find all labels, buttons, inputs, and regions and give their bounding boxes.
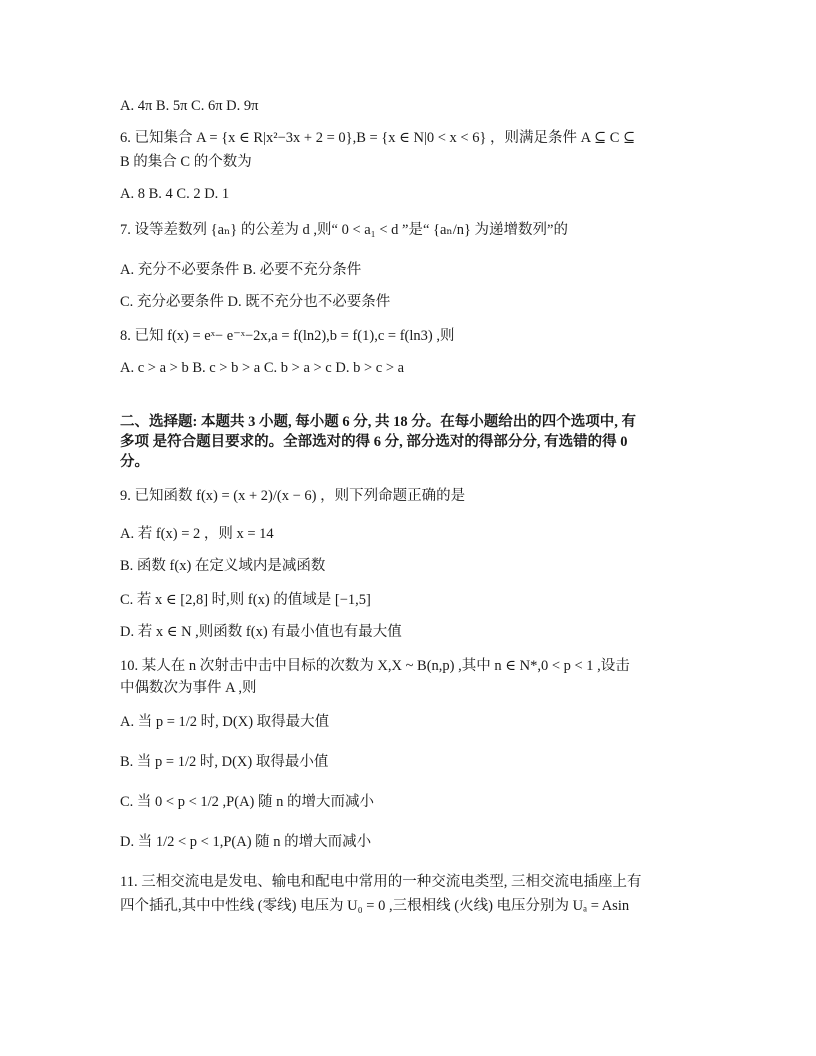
q10-option-d: D. 当 1/2 < p < 1,P(A) 随 n 的增大而减小 [120, 834, 372, 850]
q9-option-b: B. 函数 f(x) 在定义域内是减函数 [120, 558, 326, 574]
section-2-heading: 二、选择题: 本题共 3 小题, 每小题 6 分, 共 18 分。在每小题给出的四个选项中, 有 [120, 414, 636, 430]
q10-stem: 10. 某人在 n 次射击中击中目标的次数为 X,X ~ B(n,p) ,其中 n ∈ N*,0 < p < 1 ,设击 [120, 658, 630, 674]
q10-option-a: A. 当 p = 1/2 时, D(X) 取得最大值 [120, 714, 330, 730]
q7-stem: 7. 设等差数列 {aₙ} 的公差为 d ,则“ 0 < a₁ < d ”是“ {aₙ/n} 为递增数列”的 [120, 222, 568, 238]
q5-options: A. 4π B. 5π C. 6π D. 9π [120, 98, 259, 114]
q11-stem-cont: 四个插孔,其中中性线 (零线) 电压为 U₀ = 0 ,三根相线 (火线) 电压分别为 Uₐ = Asin [120, 898, 630, 914]
q10-option-c: C. 当 0 < p < 1/2 ,P(A) 随 n 的增大而减小 [120, 794, 374, 810]
q10-stem-cont: 中偶数次为事件 A ,则 [120, 680, 257, 696]
q6-stem-cont: B 的集合 C 的个数为 [120, 154, 252, 170]
q7-options-ab: A. 充分不必要条件 B. 必要不充分条件 [120, 262, 362, 278]
q9-stem: 9. 已知函数 f(x) = (x + 2)/(x − 6) ，则下列命题正确的是 [120, 488, 466, 504]
q8-stem: 8. 已知 f(x) = eˣ− e⁻ˣ−2x,a = f(ln2),b = f(1),c = f(ln3) ,则 [120, 328, 455, 344]
section-2-heading-end: 分。 [120, 454, 149, 470]
q6-options: A. 8 B. 4 C. 2 D. 1 [120, 186, 230, 202]
q6-stem: 6. 已知集合 A = {x ∈ R|x²−3x + 2 = 0},B = {x ∈ N|0 < x < 6} ，则满足条件 A ⊆ C ⊆ [120, 130, 636, 146]
q9-option-d: D. 若 x ∈ N ,则函数 f(x) 有最小值也有最大值 [120, 624, 402, 640]
q10-option-b: B. 当 p = 1/2 时, D(X) 取得最小值 [120, 754, 329, 770]
q9-option-a: A. 若 f(x) = 2 ，则 x = 14 [120, 526, 274, 542]
q11-stem: 11. 三相交流电是发电、输电和配电中常用的一种交流电类型, 三相交流电插座上有 [120, 874, 642, 890]
q7-options-cd: C. 充分必要条件 D. 既不充分也不必要条件 [120, 294, 391, 310]
q8-options: A. c > a > b B. c > b > a C. b > a > c D. b > c > a [120, 360, 405, 376]
q9-option-c: C. 若 x ∈ [2,8] 时,则 f(x) 的值域是 [−1,5] [120, 592, 371, 608]
section-2-heading-cont: 多项 是符合题目要求的。全部选对的得 6 分, 部分选对的得部分分, 有选错的得 0 [120, 434, 628, 450]
